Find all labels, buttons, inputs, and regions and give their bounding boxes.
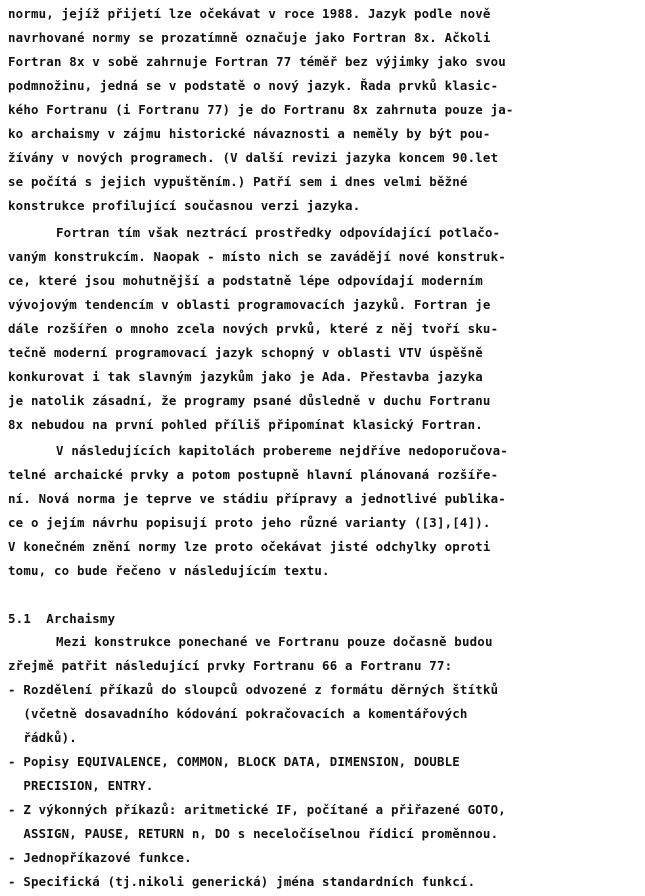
text-line: konkurovat i tak slavným jazykům jako je Ada. Přestavba jazyka: [8, 369, 483, 384]
text-line: tomu, co bude řečeno v následujícím textu.: [8, 563, 330, 578]
text-line: 8x nebudou na první pohled příliš připomínat klasický Fortran.: [8, 417, 483, 432]
section-heading: 5.1 Archaismy: [8, 611, 116, 626]
text-line: tečně moderní programovací jazyk schopný v oblasti VTV úspěšně: [8, 345, 483, 360]
text-line: ko archaismy v zájmu historické návaznosti a neměly by být pou-: [8, 126, 491, 141]
text-line: normu, jejíž přijetí lze očekávat v roce 1988. Jazyk podle nově: [8, 6, 491, 21]
list-item-continuation: řádků).: [8, 730, 77, 745]
text-line: je natolik zásadní, že programy psané důsledně v duchu Fortranu: [8, 393, 491, 408]
list-item-continuation: PRECISION, ENTRY.: [8, 778, 154, 793]
text-line: vaným konstrukcím. Naopak - místo nich se zavádějí nové konstruk-: [8, 249, 506, 264]
text-line: se počítá s jejich vypuštěním.) Patří sem i dnes velmi běžné: [8, 174, 468, 189]
list-item: - Rozdělení příkazů do sloupců odvozené z formátu děrných štítků: [8, 682, 499, 697]
text-line: navrhované normy se prozatímně označuje jako Fortran 8x. Ačkoli: [8, 30, 491, 45]
text-line: V následujících kapitolách probereme nejdříve nedoporučova-: [56, 443, 508, 458]
text-line: V konečném znění normy lze proto očekávat jisté odchylky oproti: [8, 539, 491, 554]
text-line: Mezi konstrukce ponechané ve Fortranu pouze dočasně budou: [56, 634, 493, 649]
text-line: podmnožinu, jedná se v podstatě o nový jazyk. Řada prvků klasic-: [8, 78, 499, 93]
list-item: - Jednopříkazové funkce.: [8, 850, 192, 865]
list-item-continuation: ASSIGN, PAUSE, RETURN n, DO s neceločíselnou řídicí proměnnou.: [8, 826, 499, 841]
list-item: - Z výkonných příkazů: aritmetické IF, počítané a přiřazené GOTO,: [8, 802, 506, 817]
text-line: kého Fortranu (i Fortranu 77) je do Fortranu 8x zahrnuta pouze ja-: [8, 102, 514, 117]
text-line: ce o jejím návrhu popisují proto jeho různé varianty ([3],[4]).: [8, 515, 491, 530]
text-line: dále rozšířen o mnoho zcela nových prvků, které z něj tvoří sku-: [8, 321, 499, 336]
text-line: Fortran 8x v sobě zahrnuje Fortran 77 téměř bez výjimky jako svou: [8, 54, 506, 69]
text-line: telné archaické prvky a potom postupně hlavní plánovaná rozšíře-: [8, 467, 499, 482]
text-line: Fortran tím však neztrácí prostředky odpovídající potlačo-: [56, 225, 501, 240]
text-line: zřejmě patřit následující prvky Fortranu 66 a Fortranu 77:: [8, 658, 453, 673]
text-line: ní. Nová norma je teprve ve stádiu přípravy a jednotlivé publika-: [8, 491, 506, 506]
text-line: žívány v nových programech. (V další revizi jazyka koncem 90.let: [8, 150, 499, 165]
list-item-continuation: (včetně dosavadního kódování pokračovacích a komentářových: [8, 706, 468, 721]
text-line: konstrukce profilující současnou verzi jazyka.: [8, 198, 361, 213]
text-line: ce, které jsou mohutnější a podstatně lépe odpovídají moderním: [8, 273, 483, 288]
text-line: vývojovým tendencím v oblasti programovacích jazyků. Fortran je: [8, 297, 491, 312]
list-item: - Specifická (tj.nikoli generická) jména standardních funkcí.: [8, 874, 476, 889]
list-item: - Popisy EQUIVALENCE, COMMON, BLOCK DATA, DIMENSION, DOUBLE: [8, 754, 460, 769]
